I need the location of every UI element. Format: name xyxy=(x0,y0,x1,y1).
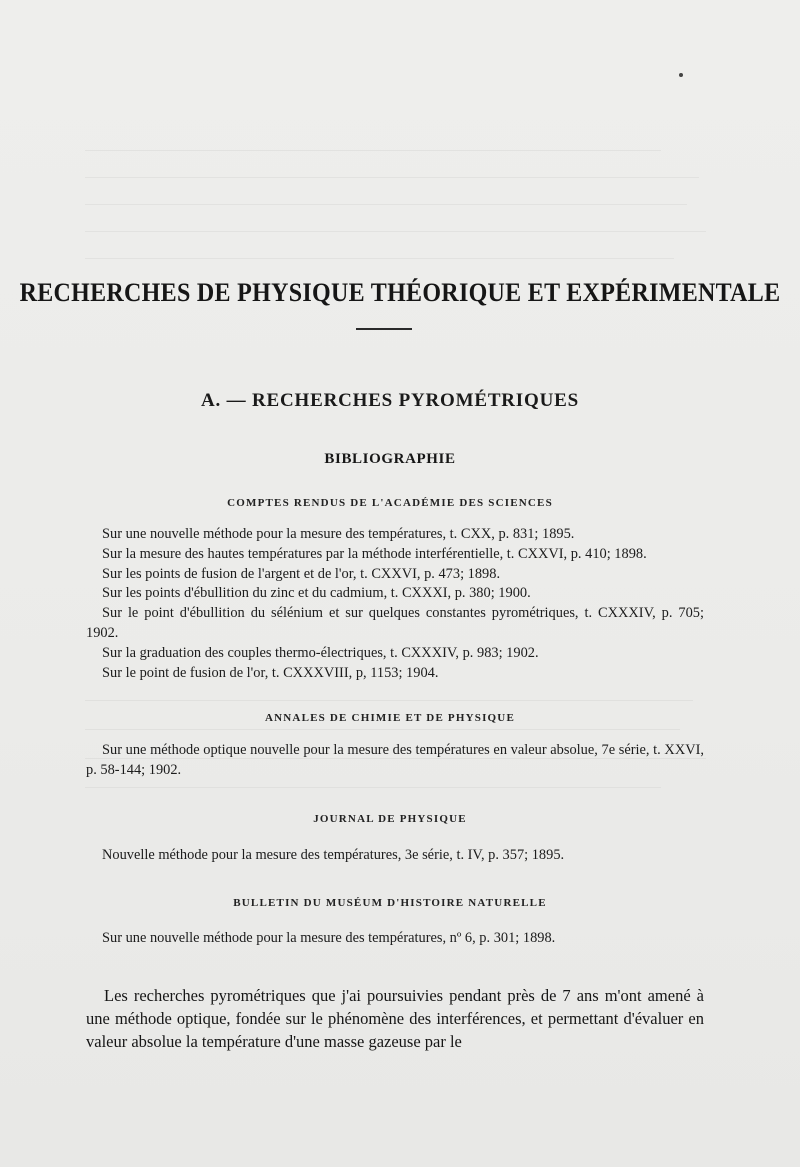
source-entries-journal xyxy=(86,846,704,866)
bibliography-entry: Sur le point de fusion de l'or, t. CXXXVIII, p, 1153; 1904. xyxy=(102,664,439,681)
main-title: RECHERCHES DE PHYSIQUE THÉORIQUE ET EXPÉRIMENTALE xyxy=(19,278,781,308)
bibliography-entry: Sur une nouvelle méthode pour la mesure des températures, nº 6, p. 301; 1898. xyxy=(102,930,556,946)
bibliography-entry: Nouvelle méthode pour la mesure des températures, 3e série, t. IV, p. 357; 1895. xyxy=(102,847,565,863)
bibliography-entry: Sur le point d'ébullition du sélénium et sur quelques constantes pyrométriques, t. CXXXIV, p. 705; 1902. xyxy=(86,605,704,641)
body-paragraph: Les recherches pyrométriques que j'ai poursuivies pendant près de 7 ans m'ont amené à une méthode optique, fondée sur le phénomène des interférences, et permettant d'évaluer en valeur absolue la température d'une masse gazeuse par le xyxy=(86,986,704,1051)
bibliography-entry: Sur une nouvelle méthode pour la mesure des températures, t. CXX, p. 831; 1895. xyxy=(102,526,575,542)
bibliography-entry: Sur la mesure des hautes températures par la méthode interférentielle, t. CXXVI, p. 410; 1898. xyxy=(102,545,647,562)
source-heading-bulletin: BULLETIN DU MUSÉUM D'HISTOIRE NATURELLE xyxy=(233,897,547,909)
source-heading-journal: JOURNAL DE PHYSIQUE xyxy=(313,813,467,825)
source-heading-annales: ANNALES DE CHIMIE ET DE PHYSIQUE xyxy=(265,712,515,724)
source-entries-comptes-rendus xyxy=(86,525,704,683)
bibliography-heading: BIBLIOGRAPHIE xyxy=(324,451,456,467)
source-heading-comptes-rendus: COMPTES RENDUS DE L'ACADÉMIE DES SCIENCES xyxy=(227,497,553,509)
source-entries-annales xyxy=(86,741,704,781)
section-title: A. — RECHERCHES PYROMÉTRIQUES xyxy=(201,390,579,411)
title-divider xyxy=(356,328,412,330)
bibliography-entry: Sur les points de fusion de l'argent et de l'or, t. CXXVI, p. 473; 1898. xyxy=(102,565,501,582)
ink-speck xyxy=(679,73,683,77)
source-entries-bulletin xyxy=(86,929,704,949)
show-through-texture xyxy=(85,150,725,285)
bibliography-entry: Sur une méthode optique nouvelle pour la mesure des températures en valeur absolue, 7e série, t. XXVI, p. 58-144; 1902. xyxy=(86,742,704,778)
bibliography-entry: Sur la graduation des couples thermo-électriques, t. CXXXIV, p. 983; 1902. xyxy=(102,644,539,661)
bibliography-entry: Sur les points d'ébullition du zinc et du cadmium, t. CXXXI, p. 380; 1900. xyxy=(102,585,531,602)
